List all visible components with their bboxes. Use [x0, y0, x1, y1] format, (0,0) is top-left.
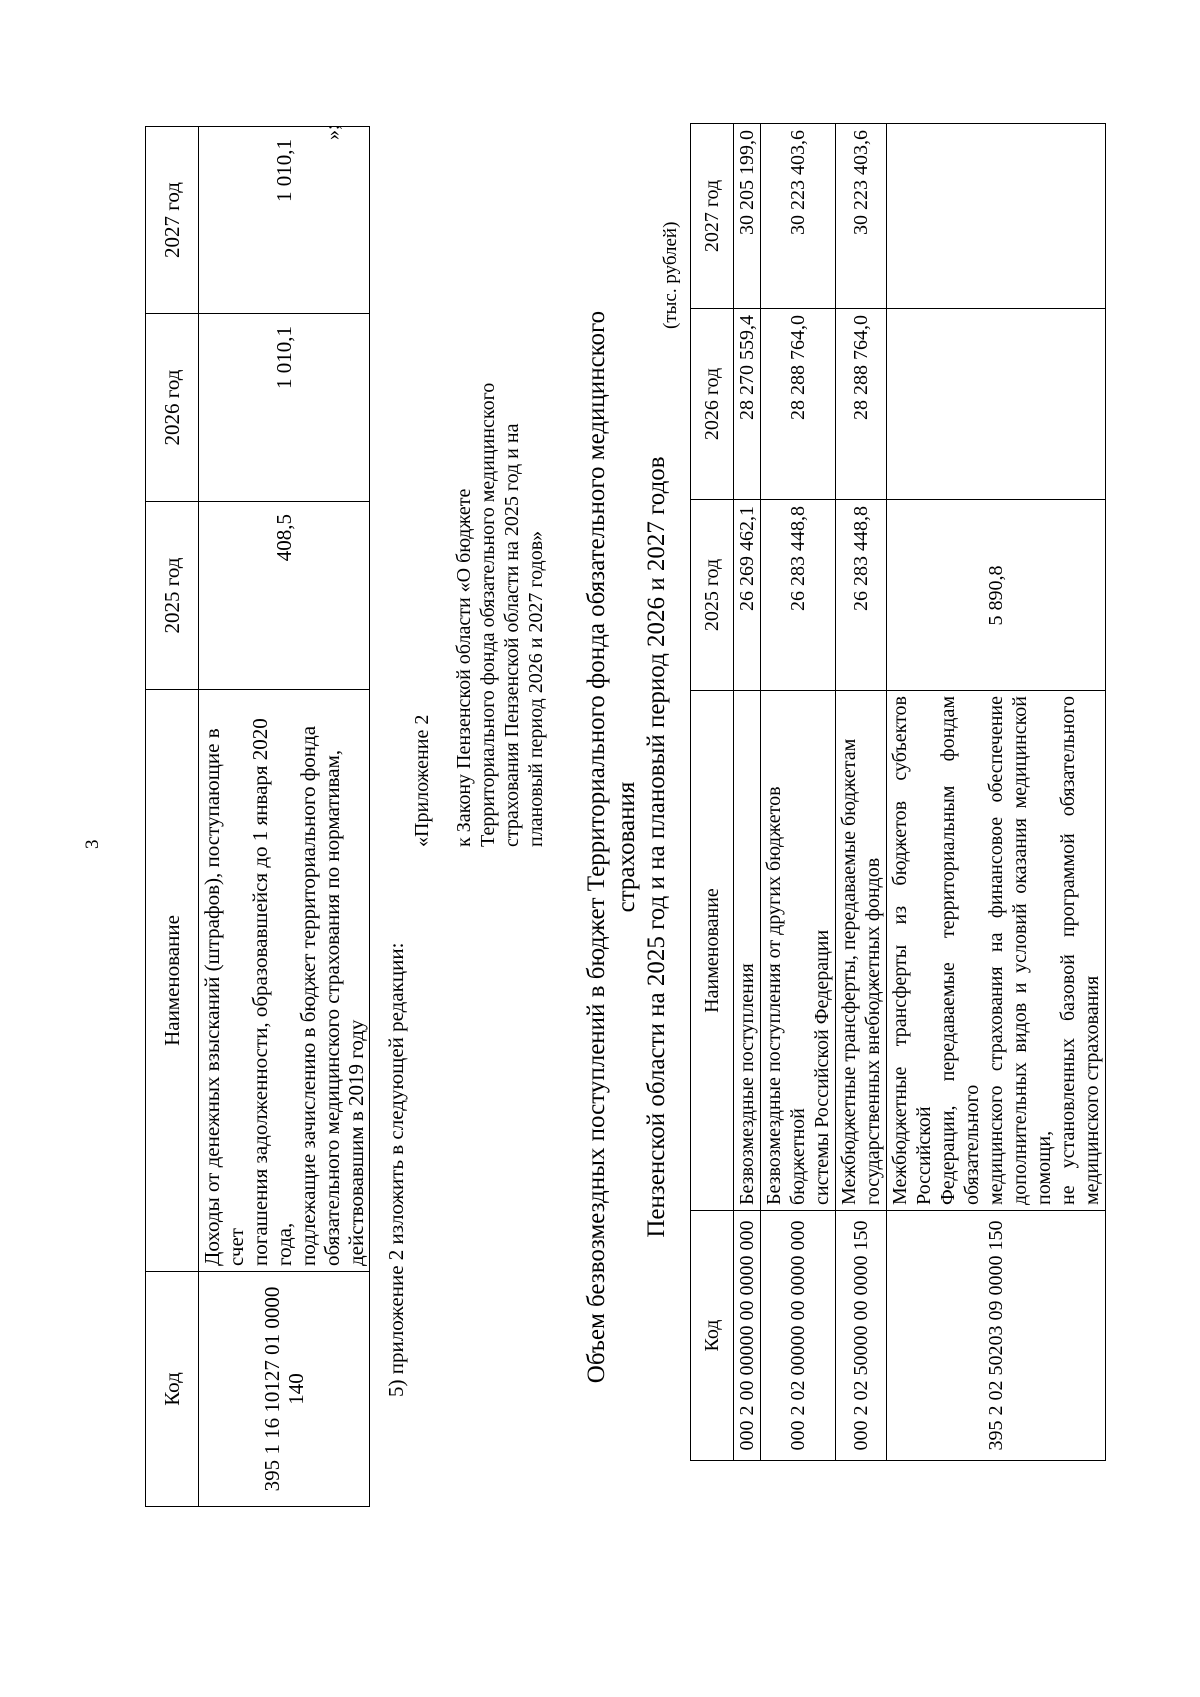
value-2025: 5 890,8 [887, 500, 1106, 691]
row-code: 000 2 00 00000 00 0000 000 [734, 1211, 761, 1461]
table-header-row [146, 127, 199, 1507]
name-line: Межбюджетные трансферты, передаваемые бюджетам [838, 738, 860, 1205]
value-2025: 26 283 448,8 [761, 500, 836, 691]
title-line: Пензенской области на 2025 год и на плановый период 2026 и 2027 годов [643, 456, 670, 1238]
appendix-heading: «Приложение 2 [411, 714, 433, 847]
value-2027: 30 223 403,6 [761, 124, 836, 309]
row-code: 000 2 02 00000 00 0000 000 [761, 1211, 836, 1461]
document-title [582, 297, 672, 1397]
header-2025: 2025 год [691, 500, 734, 691]
header-code: Код [146, 1272, 199, 1507]
header-2026: 2026 год [146, 314, 199, 502]
name-line: действовавшим в 2019 году [344, 1019, 368, 1266]
name-line: Межбюджетные трансферты из бюджетов субъектов Российской [889, 696, 935, 1205]
value-2026: 28 270 559,4 [734, 309, 761, 500]
header-name: Наименование [691, 691, 734, 1211]
name-line: Федерации, передаваемые территориальным фондам обязательного [937, 696, 983, 1205]
value-2027: 30 223 403,6 [836, 124, 887, 309]
value-2026 [887, 309, 1106, 500]
row-name [761, 691, 836, 1211]
header-2027: 2027 год [691, 124, 734, 309]
header-code: Код [691, 1211, 734, 1461]
value-2026: 1 010,1 [199, 314, 370, 502]
value-2027 [887, 124, 1106, 309]
amendment-item: 5) приложение 2 изложить в следующей редакции: [384, 942, 408, 1397]
value-2025: 26 283 448,8 [836, 500, 887, 691]
appendix-line: плановый период 2026 и 2027 годов» [525, 530, 547, 847]
table-row [734, 124, 761, 1461]
table-row [199, 127, 370, 1507]
table-header-row [691, 124, 734, 1461]
name-line: Безвозмездные поступления от других бюджетов бюджетной [763, 786, 809, 1205]
name-line: Доходы от денежных взысканий (штрафов), поступающие в счет [200, 728, 248, 1266]
value-2027: 30 205 199,0 [734, 124, 761, 309]
value-2026: 28 288 764,0 [836, 309, 887, 500]
value-2025: 408,5 [199, 502, 370, 690]
value-2026: 28 288 764,0 [761, 309, 836, 500]
name-line: медицинского страхования [1081, 975, 1103, 1205]
name-line: погашения задолженности, образовавшейся до 1 января 2020 года, [248, 718, 296, 1266]
title-line: Объем безвозмездных поступлений в бюджет Территориального фонда обязательного медицинского страхования [583, 310, 640, 1384]
row-code: 395 2 02 50203 09 0000 150 [887, 1211, 1106, 1461]
name-line: подлежащие зачислению в бюджет территориального фонда [296, 725, 320, 1266]
row-name [199, 690, 370, 1272]
row-name [734, 691, 761, 1211]
name-line: обязательного медицинского страхования по нормативам, [320, 749, 344, 1266]
table-row [887, 124, 1106, 1461]
table-row [761, 124, 836, 1461]
units-label: (тыс. рублей) [660, 221, 681, 329]
page-number: 3 [82, 839, 103, 849]
appendix-line: Территориального фонда обязательного медицинского [477, 382, 499, 847]
header-2025: 2025 год [146, 502, 199, 690]
row-code: 395 1 16 10127 01 0000 140 [199, 1272, 370, 1507]
income-table [145, 126, 370, 1507]
row-name [887, 691, 1106, 1211]
value-2025: 26 269 462,1 [734, 500, 761, 691]
name-line: дополнительных видов и условий оказания медицинской помощи, [1009, 696, 1055, 1205]
appendix-line: к Закону Пензенской области «О бюджете [453, 488, 475, 847]
row-name [836, 691, 887, 1211]
closing-quote: »; [322, 124, 344, 140]
header-name: Наименование [146, 690, 199, 1272]
name-line: государственных внебюджетных фондов [862, 857, 884, 1205]
name-line: Безвозмездные поступления [736, 963, 758, 1205]
name-line: системы Российской Федерации [811, 929, 833, 1205]
transfers-table [690, 123, 1106, 1461]
header-2026: 2026 год [691, 309, 734, 500]
table-row [836, 124, 887, 1461]
value-2027: 1 010,1 [199, 127, 370, 314]
row-code: 000 2 02 50000 00 0000 150 [836, 1211, 887, 1461]
header-2027: 2027 год [146, 127, 199, 314]
name-line: не установленных базовой программой обязательного [1057, 696, 1079, 1205]
appendix-line: страхования Пензенской области на 2025 год и на [501, 423, 523, 847]
name-line: медицинского страхования на финансовое обеспечение [985, 696, 1007, 1205]
appendix-header [410, 147, 548, 847]
